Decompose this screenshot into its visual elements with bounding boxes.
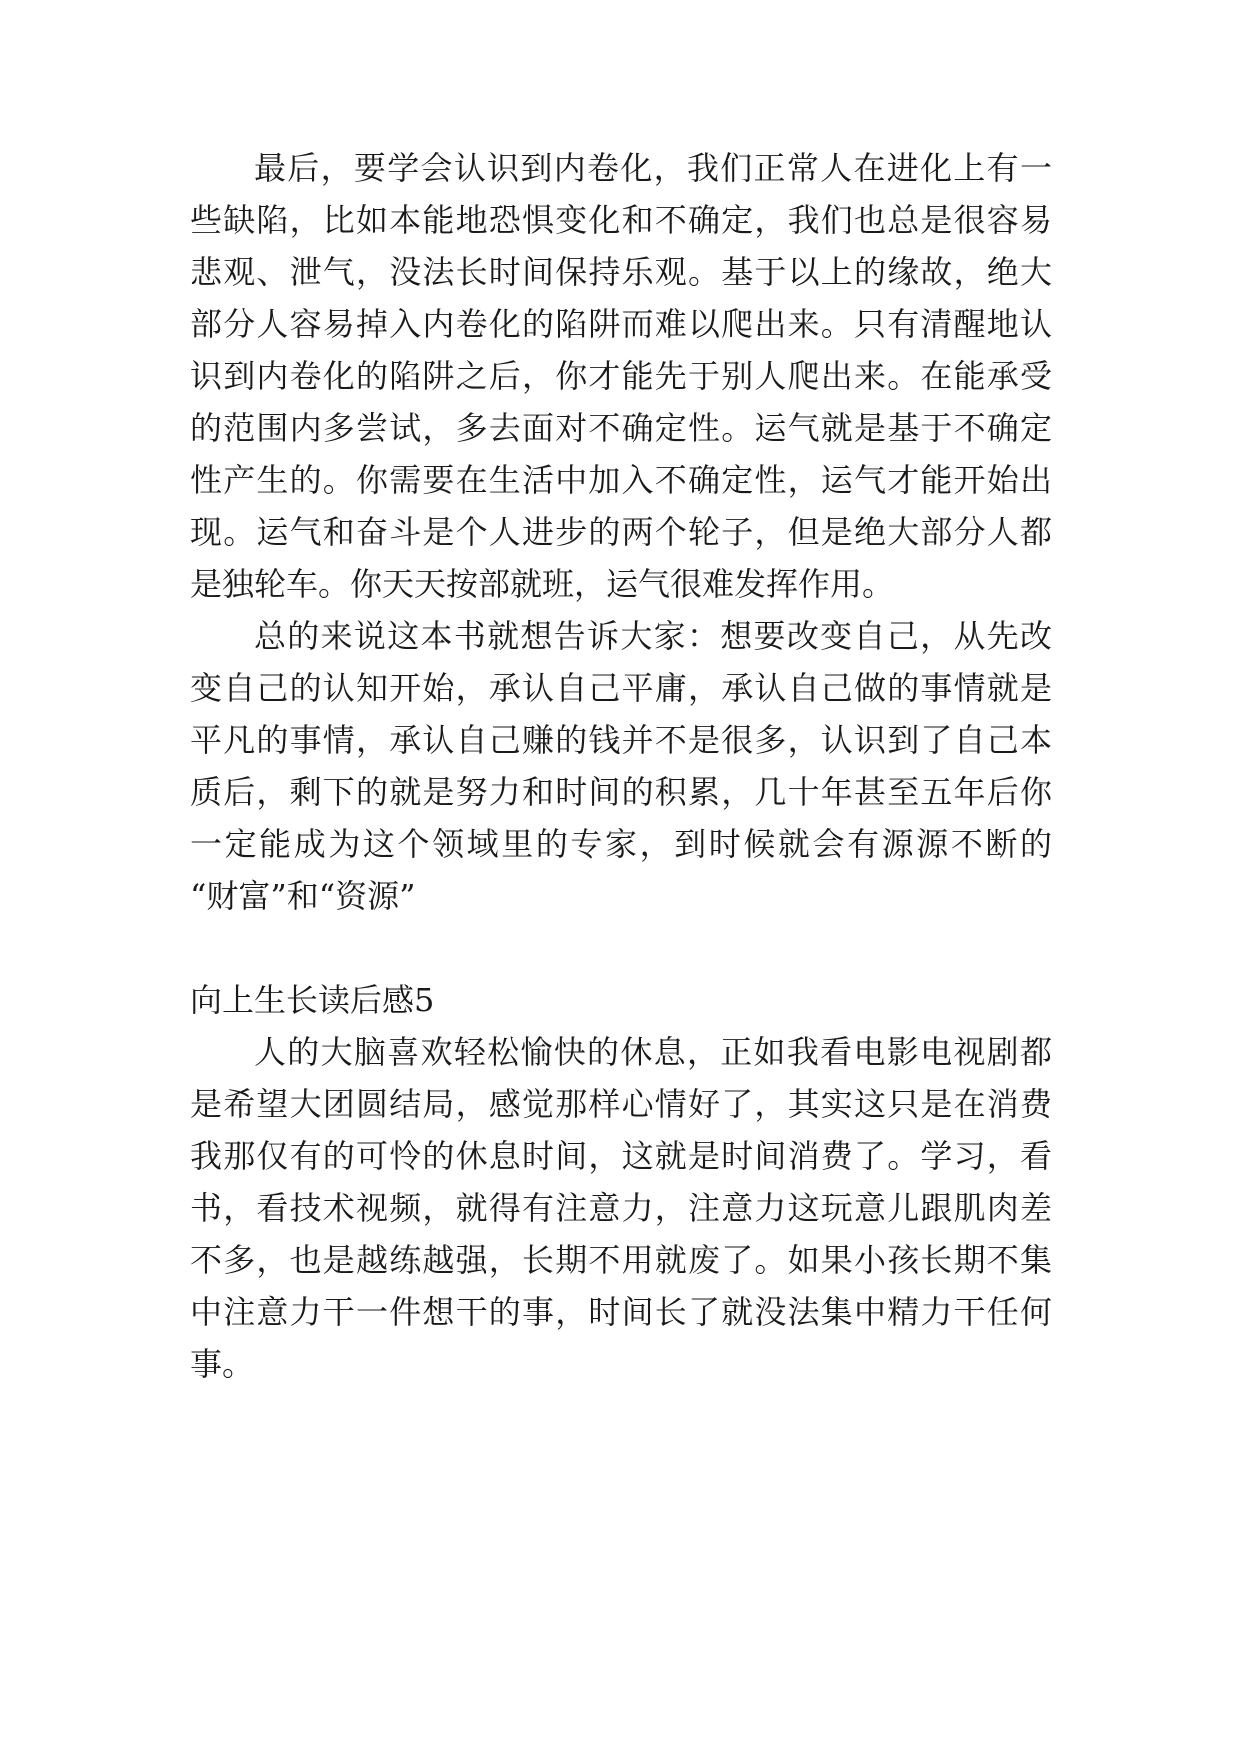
paragraph-3-line-4: 书，看技术视频，就得有注意力，注意力这玩意儿跟肌肉差 bbox=[190, 1189, 1052, 1227]
paragraph-3-line-7: 事。 bbox=[190, 1345, 255, 1383]
paragraph-1-line-6: 的范围内多尝试，多去面对不确定性。运气就是基于不确定 bbox=[190, 409, 1052, 447]
paragraph-3-line-2: 是希望大团圆结局，感觉那样心情好了，其实这只是在消费 bbox=[190, 1085, 1052, 1123]
paragraph-3-line-3: 我那仅有的可怜的休息时间，这就是时间消费了。学习，看 bbox=[190, 1137, 1052, 1175]
paragraph-2-line-3: 平凡的事情，承认自己赚的钱并不是很多，认识到了自己本 bbox=[190, 721, 1052, 759]
paragraph-1-line-3: 悲观、泄气，没法长时间保持乐观。基于以上的缘故，绝大 bbox=[190, 253, 1052, 291]
paragraph-2-line-2: 变自己的认知开始，承认自己平庸，承认自己做的事情就是 bbox=[190, 669, 1052, 707]
paragraph-2-line-5: 一定能成为这个领域里的专家，到时候就会有源源不断的 bbox=[190, 825, 1052, 863]
section-heading: 向上生长读后感5 bbox=[190, 981, 435, 1019]
paragraph-1-line-1: 最后，要学会认识到内卷化，我们正常人在进化上有一 bbox=[254, 149, 1052, 187]
paragraph-2-line-6: “财富”和“资源” bbox=[190, 877, 416, 915]
paragraph-1-line-9: 是独轮车。你天天按部就班，运气很难发挥作用。 bbox=[190, 565, 895, 603]
paragraph-1-line-2: 些缺陷，比如本能地恐惧变化和不确定，我们也总是很容易 bbox=[190, 201, 1052, 239]
paragraph-1-line-4: 部分人容易掉入内卷化的陷阱而难以爬出来。只有清醒地认 bbox=[190, 305, 1052, 343]
paragraph-1-line-5: 识到内卷化的陷阱之后，你才能先于别人爬出来。在能承受 bbox=[190, 357, 1052, 395]
paragraph-1-line-8: 现。运气和奋斗是个人进步的两个轮子，但是绝大部分人都 bbox=[190, 513, 1052, 551]
paragraph-2-line-4: 质后，剩下的就是努力和时间的积累，几十年甚至五年后你 bbox=[190, 773, 1052, 811]
paragraph-3-line-1: 人的大脑喜欢轻松愉快的休息，正如我看电影电视剧都 bbox=[254, 1033, 1052, 1071]
paragraph-3-line-6: 中注意力干一件想干的事，时间长了就没法集中精力干任何 bbox=[190, 1293, 1052, 1331]
paragraph-1-line-7: 性产生的。你需要在生活中加入不确定性，运气才能开始出 bbox=[190, 461, 1052, 499]
paragraph-3-line-5: 不多，也是越练越强，长期不用就废了。如果小孩长期不集 bbox=[190, 1241, 1052, 1279]
paragraph-2-line-1: 总的来说这本书就想告诉大家：想要改变自己，从先改 bbox=[254, 617, 1052, 655]
